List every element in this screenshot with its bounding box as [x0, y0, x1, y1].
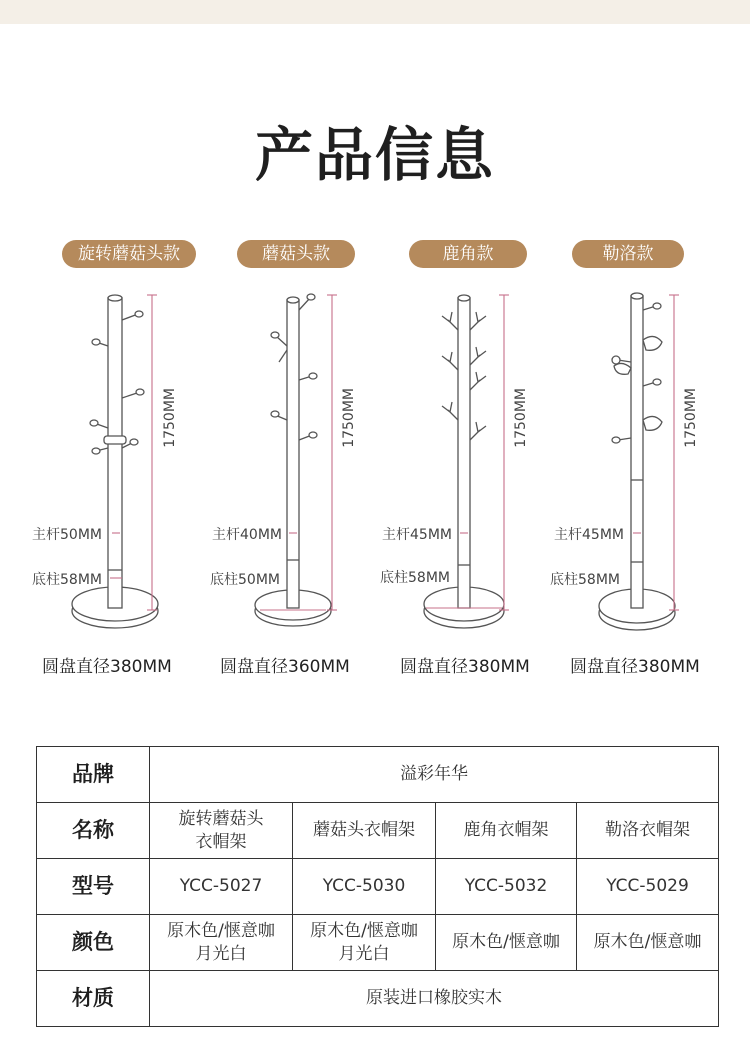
model-cell: YCC-5032	[436, 859, 577, 915]
main-pole-label: 主杆45MM	[382, 527, 452, 543]
name-cell: 旋转蘑菇头 衣帽架	[150, 803, 293, 859]
material-header: 材质	[37, 971, 150, 1027]
main-pole-label: 主杆45MM	[554, 527, 624, 543]
coat-rack-rotating-mushroom-drawing	[0, 280, 200, 660]
color-cell: 原木色/惬意咖 月光白	[293, 915, 436, 971]
base-column-label: 底柱58MM	[550, 572, 620, 588]
table-row-color	[37, 915, 719, 971]
name-cell: 鹿角衣帽架	[436, 803, 577, 859]
brand-value: 溢彩年华	[150, 747, 719, 803]
coat-rack-antler-drawing	[380, 280, 560, 660]
color-header: 颜色	[37, 915, 150, 971]
base-column-label: 底柱50MM	[210, 572, 280, 588]
style-label-antler: 鹿角款	[409, 240, 527, 268]
base-column-label: 底柱58MM	[380, 570, 450, 586]
table-row-name	[37, 803, 719, 859]
model-cell: YCC-5027	[150, 859, 293, 915]
model-cell: YCC-5030	[293, 859, 436, 915]
model-cell: YCC-5029	[577, 859, 719, 915]
disc-diameter-label-antler: 圆盘直径380MM	[400, 657, 530, 677]
page-title: 产品信息	[254, 121, 495, 189]
style-label-rotating-mushroom: 旋转蘑菇头款	[62, 240, 196, 268]
disc-diameter-label-mushroom: 圆盘直径360MM	[220, 657, 350, 677]
product-diagram-rotating-mushroom	[0, 280, 200, 660]
name-cell: 蘑菇头衣帽架	[293, 803, 436, 859]
color-cell: 原木色/惬意咖	[577, 915, 719, 971]
material-value: 原装进口橡胶实木	[150, 971, 719, 1027]
product-diagram-mushroom	[200, 280, 380, 660]
base-column-label: 底柱58MM	[32, 572, 102, 588]
style-label-reuleaux: 勒洛款	[572, 240, 684, 268]
product-diagram-antler	[380, 280, 560, 660]
model-header: 型号	[37, 859, 150, 915]
name-header: 名称	[37, 803, 150, 859]
spec-table	[36, 746, 719, 1027]
height-label: 1750MM	[162, 388, 178, 448]
coat-rack-mushroom-drawing	[200, 280, 380, 660]
color-cell: 原木色/惬意咖 月光白	[150, 915, 293, 971]
table-row-brand	[37, 747, 719, 803]
brand-header: 品牌	[37, 747, 150, 803]
style-label-mushroom: 蘑菇头款	[237, 240, 355, 268]
main-pole-label: 主杆50MM	[32, 527, 102, 543]
table-row-material	[37, 971, 719, 1027]
disc-diameter-label-rotating-mushroom: 圆盘直径380MM	[42, 657, 172, 677]
height-label: 1750MM	[683, 388, 699, 448]
disc-diameter-label-reuleaux: 圆盘直径380MM	[570, 657, 700, 677]
table-row-model	[37, 859, 719, 915]
top-band	[0, 0, 750, 24]
name-cell: 勒洛衣帽架	[577, 803, 719, 859]
color-cell: 原木色/惬意咖	[436, 915, 577, 971]
product-diagram-reuleaux	[550, 280, 740, 660]
height-label: 1750MM	[341, 388, 357, 448]
coat-rack-reuleaux-drawing	[560, 280, 740, 660]
main-pole-label: 主杆40MM	[212, 527, 282, 543]
height-label: 1750MM	[513, 388, 529, 448]
